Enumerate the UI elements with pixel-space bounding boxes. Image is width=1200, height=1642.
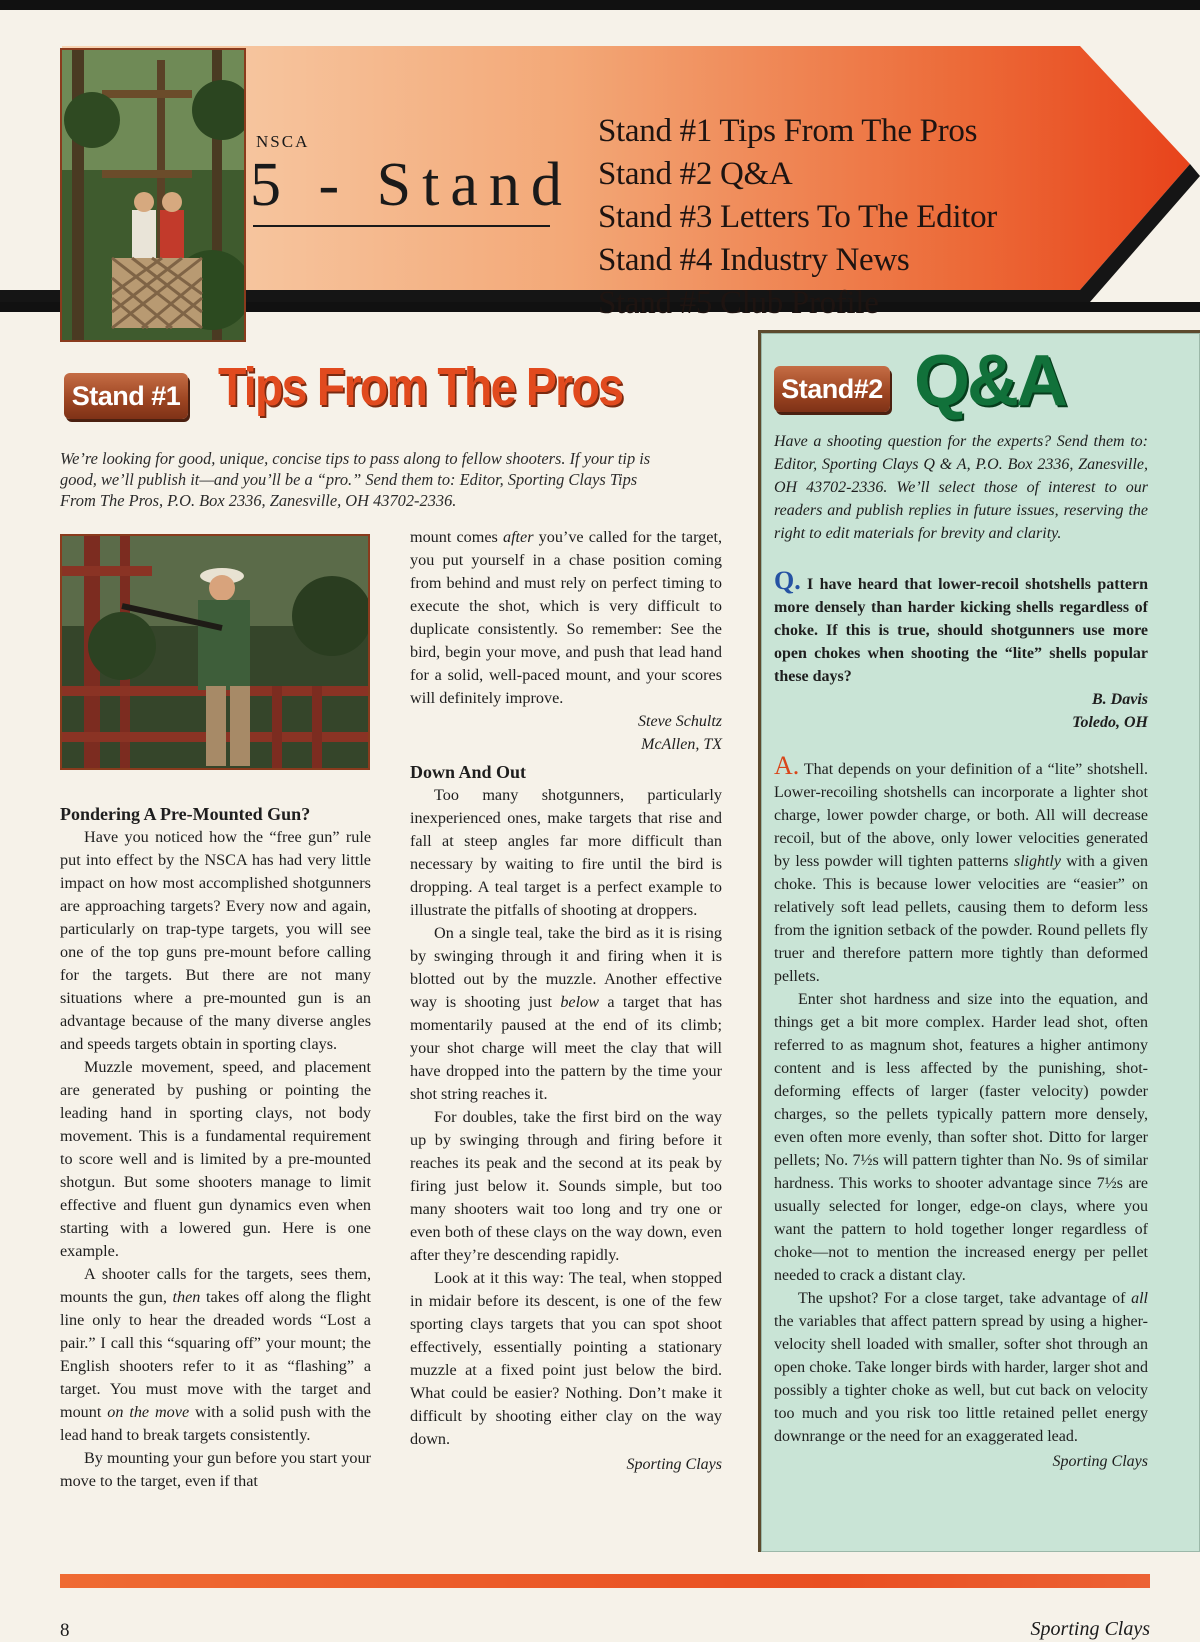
stand-index-item: Stand #1 Tips From The Pros: [598, 113, 978, 149]
tip-2-paragraph: Look at it this way: The teal, when stopped in midair before its descent, is one of the few sporting clays targets that you can spot shoot effectively, essentially pointing a stationary muzzle at a fixed point just below the bird. What could be easier? Nothing. Don’t make it difficult by shooting either clay on the way down.: [410, 1269, 722, 1448]
stand-index-item: Stand #2 Q&A: [598, 156, 793, 192]
tip-1-paragraph: Muzzle movement, speed, and placement are generated by pushing or pointing the leading hand in sporting clays, not body movement. This is a fundamental requirement to score well and is limited by a pre-mounted shotgun. But some shooters manage to limit effective and fluent gun dynamics even when starting with a lowered gun. Here is one example.: [60, 1058, 371, 1260]
answer-paragraph: [774, 1287, 1148, 1448]
tip-1-author-place: McAllen, TX: [641, 736, 722, 753]
tip-1-author: Steve Schultz: [638, 713, 722, 730]
stand-index-item: Stand #4 Industry News: [598, 242, 910, 278]
page-number: 8: [60, 1620, 70, 1641]
question-author: B. Davis: [1092, 691, 1148, 708]
emphasis-run: all: [1131, 1290, 1148, 1307]
qa-title: Q&A: [914, 341, 1065, 421]
tip-1-paragraph: [60, 1263, 371, 1447]
tip-2-paragraph: [410, 922, 722, 1106]
text-run: The upshot? For a close target, take advantage of: [798, 1290, 1132, 1307]
text-run: a target that has momentarily paused at the end of its climb; your shot charge will meet the clay that will have dropped into the pattern by the time your shot string reaches it.: [410, 993, 722, 1103]
text-run: mount comes: [410, 528, 503, 546]
emphasis-run: on the move: [107, 1403, 190, 1421]
shooter-photo: [60, 534, 370, 770]
qa-content: [774, 430, 1148, 1473]
tip-2-column: [410, 526, 722, 1476]
question-text: I have heard that lower-recoil shotshells pattern more densely than harder kicking shells regardless of choke. If this is true, should shotgunners use more open chokes when shooting the “lite” shells popular these days?: [774, 576, 1148, 685]
emphasis-run: slightly: [1013, 853, 1061, 870]
text-run: That depends on your definition of a “lite” shotshell. Lower-recoiling shotshells can incorporate a lighter shot charge, lower powder charge, or both. All will decrease recoil, but of the above, only lower velocities generated by less powder will tighten patterns: [774, 761, 1148, 870]
header-photo-shooting-tower: [60, 48, 246, 342]
tip-1-column: [60, 802, 371, 1493]
magazine-name: Sporting Clays: [1030, 1618, 1150, 1640]
answer-signature: Sporting Clays: [1052, 1453, 1148, 1470]
tip-2-paragraph: For doubles, take the first bird on the way up by swinging through and firing before it reaches its peak and the second at its peak by firing just below it. Sounds simple, but too many shooters wait too long and try one or even both of these clays on the way down, even after they’re descending rapidly.: [410, 1108, 722, 1264]
title-underline: [253, 225, 550, 227]
emphasis-run: then: [172, 1288, 201, 1306]
answer-letter: A.: [774, 751, 800, 780]
tip-1-paragraph: By mounting your gun before you start your move to the target, even if that: [60, 1449, 371, 1490]
text-run: the variables that affect pattern spread by using a higher-velocity shell loaded with smaller, softer shot through an open choke. Take longer birds with harder, larger shot and possibly a tighter choke as well, but cut back on velocity too much and you risk too little retained pellet energy downrange or the need for an exaggerated lead.: [774, 1313, 1148, 1445]
tip-2-signature: Sporting Clays: [626, 1456, 722, 1473]
text-run: with a solid push with the lead hand to break targets consistently.: [60, 1403, 371, 1444]
tip-1-paragraph-continued: [410, 526, 722, 710]
nsca-label: NSCA: [256, 132, 310, 151]
text-run: with a given choke. This is because lower velocities are “easier” on relatively soft lead pellets, causing them to deform less from the ignition setback of the powder. Round pellets fly truer and therefore pattern more tightly than deformed pellets.: [774, 853, 1149, 985]
answer-paragraph: Enter shot hardness and size into the equation, and things get a bit more complex. Harder lead shot, often referred to as magnum shot, features a higher antimony content and is less affected by the punishing, shot-deforming effects of larger (faster velocity) powder charges, so the pellets typically pattern more densely, even often more evenly, than softer shot. Ditto for larger pellets; No. 7½s will pattern tighter than No. 9s of similar hardness. This works to shooter advantage since 7½s are usually selected for longer, edge-on clays, where you want the pattern to hold together longer regardless of choke—not to mention the increased energy per pellet needed to crack a distant clay.: [774, 991, 1148, 1284]
question-author-place: Toledo, OH: [1072, 714, 1148, 731]
text-run: On a single teal, take the bird as it is rising by swinging through it and firing when it is blotted out by the muzzle. Another effective way is shooting just: [410, 924, 722, 1011]
qa-intro: Have a shooting question for the experts? Send them to: Editor, Sporting Clays Q & A, P.O. Box 2336, Zanesville, OH 43702-2336. We’ll select those of interest to our readers and publish replies in future issues, reserving the right to edit materials for brevity and clarity.: [774, 433, 1148, 542]
tip-2-heading: Down And Out: [410, 762, 527, 782]
stand-2-badge: Stand#2: [774, 366, 890, 412]
tip-2-paragraph: Too many shotgunners, particularly inexperienced ones, make targets that rise and fall at steep angles far more difficult than necessary by waiting to fire until the bird is dropping. A teal target is a perfect example to illustrate the pitfalls of shooting at droppers.: [410, 786, 722, 919]
tip-1-paragraph: Have you noticed how the “free gun” rule put into effect by the NSCA has had very little impact on how most accomplished shotgunners are approaching targets? Every now and again, particularly on trap-type targets, you will see one of the top guns pre-mount before calling for the targets. But there are not many situations where a pre-mounted gun is an advantage because of the many diverse angles and speeds targets obtain in sporting clays.: [60, 828, 371, 1053]
question-letter: Q.: [774, 566, 801, 595]
text-run: takes off along the flight line only to hear the dreaded words “Lost a pair.” I call this “squaring off” your mount; the English shooters refer to it as “flashing” a target. You must move with the target and mount: [60, 1288, 371, 1421]
emphasis-run: below: [560, 993, 599, 1011]
qa-answer: [774, 751, 1149, 988]
tips-from-the-pros-title: Tips From The Pros: [218, 357, 623, 417]
emphasis-run: after: [502, 528, 534, 546]
footer-bar: [60, 1574, 1150, 1588]
stand-index-item: Stand #3 Letters To The Editor: [598, 199, 997, 235]
qa-question: [774, 566, 1148, 688]
top-edge-rule: [0, 0, 1200, 10]
stand-1-badge: Stand #1: [64, 373, 188, 419]
stand-index-item: Stand #5 Club Profile: [598, 285, 879, 321]
text-run: A shooter calls for the targets, sees them, mounts the gun,: [60, 1265, 371, 1306]
stand-index: [598, 110, 997, 325]
tips-intro: We’re looking for good, unique, concise tips to pass along to fellow shooters. If your tip is good, we’ll publish it—and you’ll be a “pro.” Send them to: Editor, Sporting Clays Tips From The Pros, P.O. Box 2336, Zanesville, OH 43702-2336.: [60, 449, 651, 510]
text-run: you’ve called for the target, you put yourself in a chase position coming from behind and must rely on perfect timing to execute the shot, which is very difficult to duplicate consistently. So remember: See the bird, begin your move, and push that lead hand for a solid, well-paced mount, and your scores will definitely improve.: [410, 528, 722, 707]
five-stand-title: 5 - Stand: [250, 151, 573, 219]
tip-1-heading: Pondering A Pre-Mounted Gun?: [60, 804, 311, 824]
